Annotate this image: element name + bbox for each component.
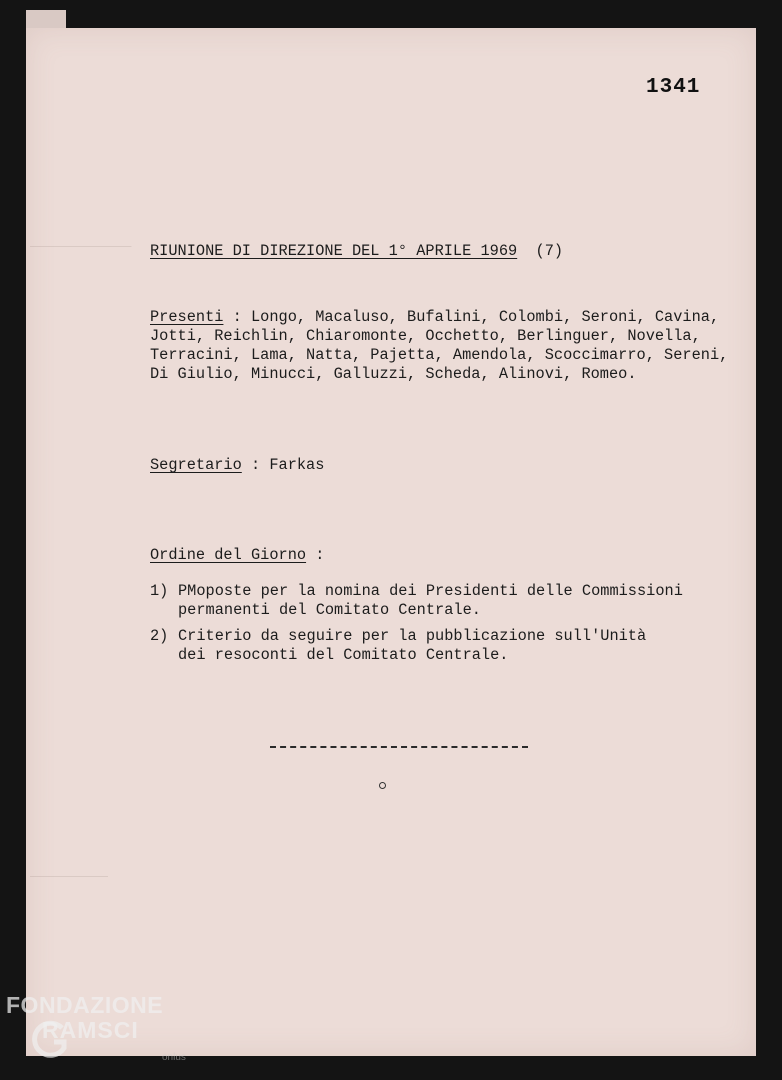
agenda-item-1-number: 1) bbox=[150, 582, 169, 600]
agenda-item-2-number: 2) bbox=[150, 627, 169, 645]
end-mark bbox=[379, 782, 386, 789]
agenda-item-2-line-1: Criterio da seguire per la pubblicazione sull'Unità bbox=[178, 627, 647, 645]
agenda-item-1 bbox=[150, 582, 683, 600]
agenda-item-2 bbox=[150, 627, 646, 645]
presenti-line-3: Terracini, Lama, Natta, Pajetta, Amendola, Scoccimarro, Sereni, bbox=[150, 346, 729, 364]
segretario-line bbox=[150, 456, 324, 474]
fondazione-gramsci-watermark bbox=[6, 992, 206, 1072]
odg-suffix: : bbox=[306, 546, 325, 564]
bleed-label-2 bbox=[30, 864, 108, 879]
agenda-item-2-line-2: dei resoconti del Comitato Centrale. bbox=[178, 646, 509, 664]
separator-line bbox=[270, 746, 528, 748]
agenda-item-1-line-2: permanenti del Comitato Centrale. bbox=[178, 601, 481, 619]
presenti-line-2: Jotti, Reichlin, Chiaromonte, Occhetto, Berlinguer, Novella, bbox=[150, 327, 701, 345]
agenda-item-1-line-1: PMoposte per la nomina dei Presidenti delle Commissioni bbox=[178, 582, 683, 600]
bleed-label-1 bbox=[30, 234, 131, 249]
presenti-line-4: Di Giulio, Minucci, Galluzzi, Scheda, Alinovi, Romeo. bbox=[150, 365, 637, 383]
page-number: 1341 bbox=[646, 76, 701, 99]
document-page bbox=[26, 28, 756, 1056]
watermark-line-2: RAMSCI bbox=[42, 1017, 139, 1043]
presenti-text-1: : Longo, Macaluso, Bufalini, Colombi, Seroni, Cavina, bbox=[223, 308, 720, 326]
meeting-title bbox=[150, 242, 563, 260]
segretario-value: : Farkas bbox=[241, 456, 325, 474]
meeting-title-suffix: (7) bbox=[535, 242, 564, 260]
segretario-label: Segretario bbox=[150, 456, 242, 474]
meeting-title-text: RIUNIONE DI DIREZIONE DEL 1° APRILE 1969 bbox=[150, 242, 518, 260]
watermark-line-1: FONDAZIONE bbox=[6, 992, 164, 1018]
odg-heading bbox=[150, 546, 324, 564]
paper-tab bbox=[26, 10, 66, 28]
presenti-label: Presenti bbox=[150, 308, 224, 326]
odg-label: Ordine del Giorno bbox=[150, 546, 307, 564]
watermark-onlus: onlus bbox=[162, 1052, 186, 1063]
presenti-line-1 bbox=[150, 308, 719, 326]
